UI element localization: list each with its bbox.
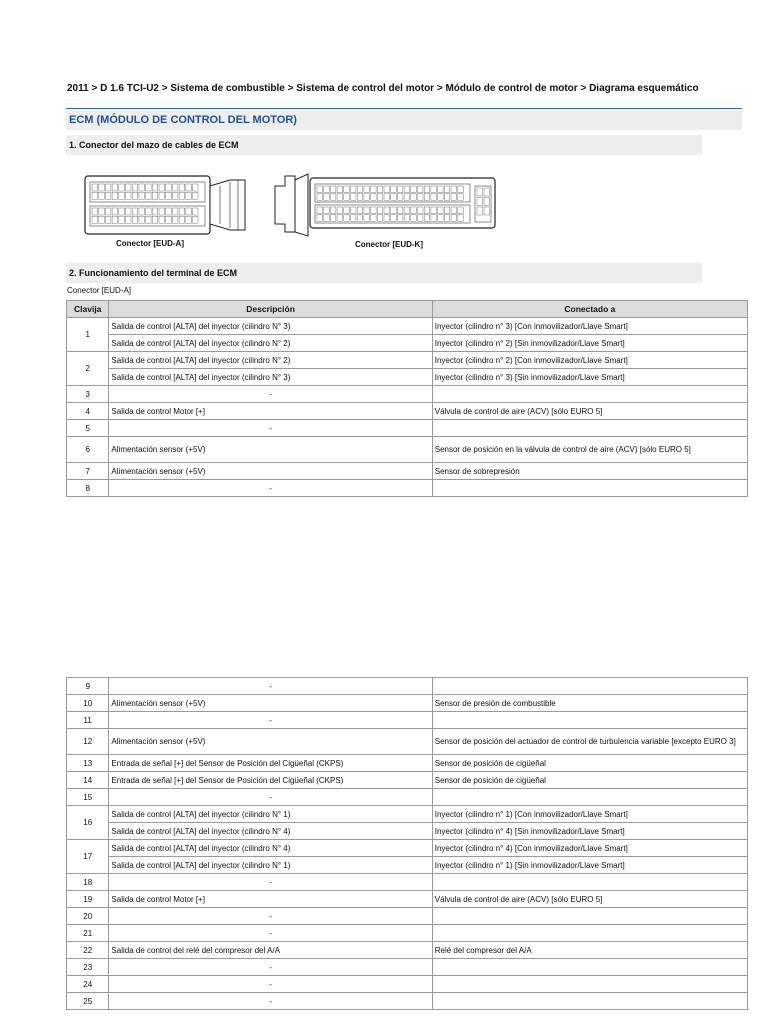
connector-k-pin [418,194,424,201]
connector-a-pin [126,192,132,199]
connector-k-pin [317,186,323,193]
connector-k-pin [317,207,323,214]
connector-k-pin [431,194,437,201]
section-heading-terminal: 2. Funcionamiento del terminal de ECM [66,263,702,283]
connector-a-pin [139,208,145,215]
connected-cell: Relé del compresor del A/A [432,942,747,959]
table-row [67,959,748,976]
connector-k-pin [357,215,363,222]
pin-cell: 19 [67,891,109,908]
connector-k-pin [384,186,390,193]
connector-k-pin [330,207,336,214]
description-cell: Alimentación sensor (+5V) [109,695,432,712]
connector-k-pin [431,186,437,193]
pin-cell: 23 [67,959,109,976]
connector-a-pin [172,192,178,199]
connector-k-pin [384,194,390,201]
connector-k-pin [377,194,383,201]
connector-a-pin [193,208,199,215]
table-row [67,318,748,335]
connected-cell: Sensor de sobrepresión [432,463,747,480]
pin-cell: 16 [67,806,109,840]
connected-cell: Inyector (cilindro n° 4) [Sin inmovilizador/Llave Smart] [432,823,747,840]
connector-k-pin [324,207,330,214]
pin-cell: 7 [67,463,109,480]
connector-k-pin [424,207,430,214]
connector-k-pin [424,194,430,201]
connected-cell: Inyector (cilindro n° 1) [Sin inmovilizador/Llave Smart] [432,857,747,874]
connector-k-pin [391,194,397,201]
page-title: ECM (MÓDULO DE CONTROL DEL MOTOR) [66,110,742,130]
terminal-table-part1 [66,300,748,497]
connector-a-pin [105,184,111,191]
connector-k-pin [451,207,457,214]
header-connected: Conectado a [432,301,747,318]
description-cell: Salida de control [ALTA] del inyector (cilindro N° 4) [109,840,432,857]
connector-a-pin [172,184,178,191]
connector-a-pin [159,216,165,223]
connector-k-pin [404,194,410,201]
connector-k-pin [351,194,357,201]
connector-k-pin [477,188,483,196]
connector-k-pin [458,207,464,214]
connector-k-pin [330,194,336,201]
connector-a-pin [179,184,185,191]
table-row [67,942,748,959]
header-pin: Clavija [67,301,109,318]
connector-k-pin [411,194,417,201]
connector-k-pin [371,215,377,222]
connector-k-pin [411,186,417,193]
description-cell: Entrada de señal [+] del Sensor de Posición del Cigüeñal (CKPS) [109,755,432,772]
connector-a-pin [166,184,172,191]
connector-k-pin [404,207,410,214]
connected-cell: Sensor de posición de cigüeñal [432,755,747,772]
connector-k-pin [477,198,483,206]
connector-k-pin [391,215,397,222]
connector-k-pin [444,194,450,201]
table-row [67,874,748,891]
pin-cell: 13 [67,755,109,772]
connected-cell: Inyector (cilindro n° 2) [Con inmovilizador/Llave Smart] [432,352,747,369]
connector-k-pin [377,215,383,222]
connector-a-pin [179,192,185,199]
table-row [67,480,748,497]
pin-cell: 10 [67,695,109,712]
connector-a-pin [92,208,98,215]
description-cell: - [109,712,432,729]
table-row [67,891,748,908]
description-cell: Alimentación sensor (+5V) [109,463,432,480]
connector-a-pin [166,208,172,215]
connector-k-pin [424,215,430,222]
description-cell: Salida de control [ALTA] del inyector (cilindro N° 4) [109,823,432,840]
connector-a-pin [119,216,125,223]
connector-k-pin [371,186,377,193]
connector-k-pin [391,207,397,214]
connector-k-pin [458,186,464,193]
connected-cell [432,993,747,1010]
connector-k-pin [451,194,457,201]
description-cell: - [109,925,432,942]
connector-k-pin [371,194,377,201]
table-row [67,695,748,712]
connector-k-pin [397,207,403,214]
connector-a-pin [146,184,152,191]
table-row [67,857,748,874]
connector-a-pin [99,192,105,199]
connector-sublabel: Conector [EUD-A] [67,286,132,295]
connector-k-pin [377,186,383,193]
connector-a-pin [172,208,178,215]
description-cell: Entrada de señal [+] del Sensor de Posición del Cigüeñal (CKPS) [109,772,432,789]
connector-k-pin [404,215,410,222]
connector-a-pin [92,216,98,223]
connector-a-pin [166,192,172,199]
connected-cell [432,874,747,891]
connected-cell [432,712,747,729]
connector-k-pin [424,186,430,193]
connector-a-pin [152,192,158,199]
pin-cell: 24 [67,976,109,993]
connector-k-caption: Conector [EUD-K] [355,240,423,249]
table-row [67,369,748,386]
connector-k-pin [484,188,490,196]
table-row [67,386,748,403]
connector-a-pin [119,208,125,215]
title-divider [66,108,742,109]
description-cell: - [109,480,432,497]
connector-a-caption: Conector [EUD-A] [116,239,184,248]
connected-cell: Inyector (cilindro n° 3) [Sin inmovilizador/Llave Smart] [432,369,747,386]
connected-cell [432,789,747,806]
connector-a-pin [186,184,192,191]
section-heading-connector: 1. Conector del mazo de cables de ECM [66,135,702,155]
description-cell: Salida de control del relé del compresor del A/A [109,942,432,959]
connector-k-pin [397,215,403,222]
pin-cell: 14 [67,772,109,789]
connector-a-pin [99,208,105,215]
connector-k-pin [438,207,444,214]
table-row [67,463,748,480]
connector-k-pin [330,215,336,222]
breadcrumb: 2011 > D 1.6 TCI-U2 > Sistema de combustible > Sistema de control del motor > Módulo de control de motor > Diagrama esquemático [67,83,699,94]
table-row [67,712,748,729]
table-row [67,772,748,789]
table-row [67,789,748,806]
connector-k-pin [324,194,330,201]
pin-cell: 9 [67,678,109,695]
connector-k-pin [431,207,437,214]
connector-a-pin [186,216,192,223]
connector-k-pin [458,194,464,201]
description-cell: Salida de control [ALTA] del inyector (cilindro N° 2) [109,335,432,352]
description-cell: Salida de control [ALTA] del inyector (cilindro N° 1) [109,806,432,823]
description-cell: - [109,976,432,993]
connector-k-pin [344,194,350,201]
table-row [67,437,748,463]
description-cell: Salida de control Motor [+] [109,403,432,420]
connector-k-pin [357,207,363,214]
table-row [67,908,748,925]
connected-cell [432,925,747,942]
connector-a-pin [92,184,98,191]
connected-cell [432,908,747,925]
pin-cell: 17 [67,840,109,874]
connected-cell [432,480,747,497]
description-cell: - [109,908,432,925]
connected-cell: Sensor de posición en la válvula de control de aire (ACV) [sólo EURO 5] [432,437,747,463]
connector-a-pin [119,184,125,191]
connector-k-pin [357,194,363,201]
table-header-row [67,301,748,318]
pin-cell: 11 [67,712,109,729]
description-cell: - [109,959,432,976]
description-cell: - [109,420,432,437]
pin-cell: 20 [67,908,109,925]
connector-a-pin [152,208,158,215]
pin-cell: 2 [67,352,109,386]
connector-k-pin [384,207,390,214]
connector-a-pin [146,216,152,223]
connector-diagram [80,158,500,238]
connector-a-pin [193,184,199,191]
connector-k-pin [397,186,403,193]
connector-a-pin [126,216,132,223]
connector-a-pin [179,208,185,215]
connector-a-pin [126,208,132,215]
connector-a-pin [132,208,138,215]
connector-k-pin [384,215,390,222]
pin-cell: 5 [67,420,109,437]
connected-cell: Sensor de presión de combustible [432,695,747,712]
connector-a-pin [186,192,192,199]
connector-k-pin [484,198,490,206]
connector-k-pin [364,207,370,214]
connected-cell: Inyector (cilindro n° 3) [Con inmovilizador/Llave Smart] [432,318,747,335]
connector-a-drawing [85,176,245,234]
connector-k-pin [337,215,343,222]
connector-k-pin [438,194,444,201]
connector-k-pin [477,207,483,215]
connector-k-pin [411,215,417,222]
connector-k-pin [431,215,437,222]
pin-cell: 8 [67,480,109,497]
connector-a-pin [119,192,125,199]
description-cell: - [109,386,432,403]
connected-cell [432,420,747,437]
connector-a-pin [159,208,165,215]
connector-a-pin [112,184,118,191]
connector-k-pin [438,215,444,222]
connector-k-pin [344,207,350,214]
connector-a-pin [159,192,165,199]
connector-a-pin [105,192,111,199]
connector-a-pin [99,216,105,223]
terminal-table-part2 [66,677,748,1010]
connector-k-pin [337,194,343,201]
connector-k-pin [324,186,330,193]
table-row [67,352,748,369]
connected-cell [432,959,747,976]
description-cell: - [109,874,432,891]
connector-k-pin [364,186,370,193]
connector-a-pin [146,208,152,215]
connected-cell: Sensor de posición de cigüeñal [432,772,747,789]
connector-k-pin [377,207,383,214]
connector-a-pin [139,184,145,191]
connector-a-pin [146,192,152,199]
connected-cell: Válvula de control de aire (ACV) [sólo EURO 5] [432,403,747,420]
connector-k-pin [371,207,377,214]
connector-k-pin [344,186,350,193]
table-row [67,806,748,823]
connector-a-pin [152,184,158,191]
connector-k-pin [324,215,330,222]
connector-k-pin [391,186,397,193]
connector-k-pin [444,186,450,193]
description-cell: - [109,993,432,1010]
connector-a-pin [92,192,98,199]
connector-k-pin [484,207,490,215]
connector-a-pin [152,216,158,223]
connected-cell [432,386,747,403]
connector-k-pin [330,186,336,193]
pin-cell: 3 [67,386,109,403]
connector-a-pin [99,184,105,191]
connector-a-pin [112,192,118,199]
connector-k-pin [337,186,343,193]
connector-k-pin [418,186,424,193]
connector-k-pin [404,186,410,193]
description-cell: Salida de control [ALTA] del inyector (cilindro N° 2) [109,352,432,369]
connected-cell: Inyector (cilindro n° 1) [Con inmovilizador/Llave Smart] [432,806,747,823]
connector-a-pin [112,208,118,215]
connector-a-pin [112,216,118,223]
connector-k-pin [444,215,450,222]
connector-k-pin [364,215,370,222]
connected-cell: Inyector (cilindro n° 2) [Sin inmovilizador/Llave Smart] [432,335,747,352]
table-row [67,925,748,942]
table-row [67,403,748,420]
connector-k-pin [364,194,370,201]
connected-cell: Sensor de posición del actuador de control de turbulencia variable [excepto EURO 3] [432,729,747,755]
connector-a-pin [159,184,165,191]
connected-cell [432,976,747,993]
description-cell: Alimentación sensor (+5V) [109,729,432,755]
description-cell: - [109,678,432,695]
connector-a-pin [172,216,178,223]
table-row [67,840,748,857]
table-row [67,729,748,755]
connector-a-pin [186,208,192,215]
connector-a-pin [132,184,138,191]
pin-cell: 6 [67,437,109,463]
connector-k-pin [337,207,343,214]
description-cell: Alimentación sensor (+5V) [109,437,432,463]
connector-a-pin [193,216,199,223]
connector-k-pin [451,215,457,222]
connector-a-pin [139,216,145,223]
header-description: Descripción [109,301,432,318]
description-cell: Salida de control [ALTA] del inyector (cilindro N° 1) [109,857,432,874]
pin-cell: 21 [67,925,109,942]
pin-cell: 15 [67,789,109,806]
connector-k-pin [344,215,350,222]
table-row [67,993,748,1010]
description-cell: Salida de control [ALTA] del inyector (cilindro N° 3) [109,318,432,335]
table-row [67,335,748,352]
connector-k-pin [451,186,457,193]
connector-a-pin [132,192,138,199]
description-cell: Salida de control [ALTA] del inyector (cilindro N° 3) [109,369,432,386]
connector-k-pin [411,207,417,214]
table-row [67,678,748,695]
pin-cell: 1 [67,318,109,352]
connector-k-pin [458,215,464,222]
connector-a-pin [139,192,145,199]
connector-k-pin [351,215,357,222]
connector-k-pin [397,194,403,201]
connector-k-pin [418,215,424,222]
pin-cell: 22 [67,942,109,959]
connector-a-pin [105,208,111,215]
connector-k-pin [418,207,424,214]
pin-cell: 12 [67,729,109,755]
connector-k-pin [444,207,450,214]
connector-k-pin [317,194,323,201]
connector-a-pin [179,216,185,223]
description-cell: Salida de control Motor [+] [109,891,432,908]
connector-k-pin [317,215,323,222]
table-row [67,823,748,840]
connector-a-pin [105,216,111,223]
connected-cell [432,678,747,695]
connector-k-pin [438,186,444,193]
connector-k-pin [351,207,357,214]
connector-a-pin [166,216,172,223]
connector-a-pin [132,216,138,223]
table-row [67,755,748,772]
connector-a-pin [126,184,132,191]
pin-cell: 18 [67,874,109,891]
connector-a-pin [193,192,199,199]
connector-k-pin [357,186,363,193]
connected-cell: Inyector (cilindro n° 4) [Con inmovilizador/Llave Smart] [432,840,747,857]
pin-cell: 25 [67,993,109,1010]
connected-cell: Válvula de control de aire (ACV) [sólo EURO 5] [432,891,747,908]
table-row [67,976,748,993]
connector-k-pin [351,186,357,193]
connector-k-drawing [275,174,495,236]
table-row [67,420,748,437]
pin-cell: 4 [67,403,109,420]
description-cell: - [109,789,432,806]
